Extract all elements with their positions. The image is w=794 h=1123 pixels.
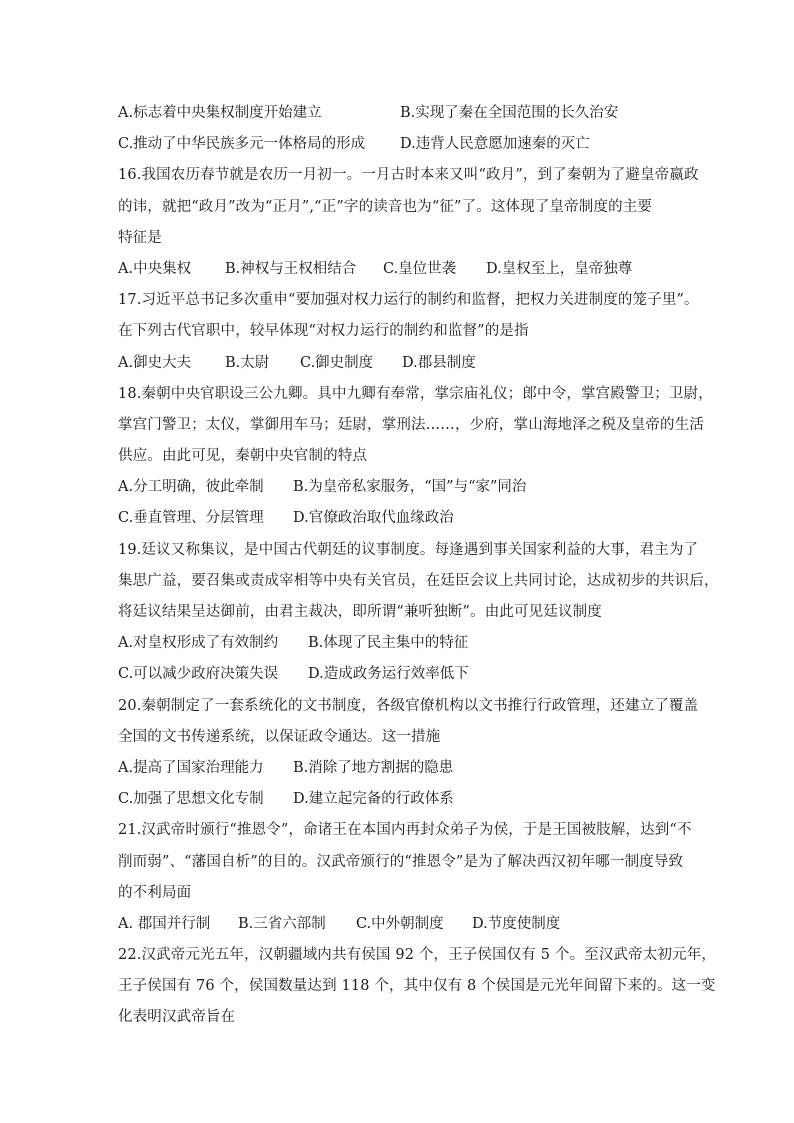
q20-options-row-1 bbox=[118, 753, 678, 784]
q19-option-b[interactable]: B.体现了民主集中的特征 bbox=[308, 635, 469, 652]
q18-options-row-2 bbox=[118, 503, 678, 534]
q16-option-c[interactable]: C.皇位世袭 bbox=[383, 260, 457, 277]
q16-option-b[interactable]: B.神权与王权相结合 bbox=[225, 260, 357, 277]
q22-stem-line: 22.汉武帝元光五年，汉朝疆域内共有侯国 92 个，王子侯国仅有 5 个。至汉武帝太初元年， bbox=[118, 947, 717, 964]
q19-stem-line: 19.廷议又称集议，是中国古代朝廷的议事制度。每逢遇到事关国家利益的大事，君主为了 bbox=[118, 541, 699, 558]
q18-options-row-1 bbox=[118, 472, 678, 503]
q19-option-a[interactable]: A.对皇权形成了有效制约 bbox=[118, 635, 279, 652]
q15-option-d[interactable]: D.违背人民意愿加速秦的灭亡 bbox=[400, 136, 590, 153]
q16-option-a[interactable]: A.中央集权 bbox=[118, 260, 192, 277]
q19-option-c[interactable]: C.可以减少政府决策失误 bbox=[118, 666, 279, 683]
q18-option-d[interactable]: D.官僚政治取代血缘政治 bbox=[293, 510, 454, 527]
q16-stem-line: 特征是 bbox=[118, 229, 162, 246]
q21-option-a[interactable]: A. 郡国并行制 bbox=[118, 915, 211, 932]
q19-options-row-1 bbox=[118, 628, 678, 659]
q19-stem-line: 将廷议结果呈达御前，由君主裁决，即所谓“兼听独断”。由此可见廷议制度 bbox=[118, 604, 602, 620]
q21-option-c[interactable]: C.中外朝制度 bbox=[356, 915, 444, 932]
q16-stem-line: 的讳，就把“政月”改为“正月”,“正”字的读音也为“征”了。这体现了皇帝制度的主要 bbox=[118, 198, 653, 215]
q21-stem-line: 的不利局面 bbox=[118, 884, 192, 901]
q18-option-a[interactable]: A.分工明确，彼此牵制 bbox=[118, 479, 264, 496]
q19-option-d[interactable]: D.造成政务运行效率低下 bbox=[308, 666, 469, 683]
exam-page bbox=[118, 98, 719, 1034]
q19-stem-line: 集思广益，要召集或责成宰相等中央有关官员，在廷臣会议上共同讨论，达成初步的共识后， bbox=[118, 572, 719, 589]
q15-option-c[interactable]: C.推动了中华民族多元一体格局的形成 bbox=[118, 136, 366, 153]
q17-option-d[interactable]: D.郡县制度 bbox=[402, 354, 476, 371]
q21-stem-line: 削而弱”、“藩国自析”的目的。汉武帝颁行的“推恩令”是为了解决西汉初年哪一制度导致 bbox=[118, 853, 684, 870]
q17-option-a[interactable]: A.御史大夫 bbox=[118, 354, 192, 371]
q17-stem-line: 17.习近平总书记多次重申“要加强对权力运行的制约和监督，把权力关进制度的笼子里”。 bbox=[118, 292, 699, 309]
q19-options-row-2 bbox=[118, 659, 678, 690]
q20-stem-line: 20.秦朝制定了一套系统化的文书制度，各级官僚机构以文书推行行政管理，还建立了覆盖 bbox=[118, 697, 699, 714]
q16-options-row bbox=[118, 254, 678, 285]
q20-option-d[interactable]: D.建立起完备的行政体系 bbox=[293, 791, 454, 808]
q18-option-b[interactable]: B.为皇帝私家服务，“国”与“家”同治 bbox=[293, 479, 527, 496]
q17-option-c[interactable]: C.御史制度 bbox=[300, 354, 374, 371]
q17-options-row bbox=[118, 348, 678, 379]
q22-stem-line: 化表明汉武帝旨在 bbox=[118, 1009, 236, 1026]
q20-option-a[interactable]: A.提高了国家治理能力 bbox=[118, 759, 264, 776]
q20-option-b[interactable]: B.消除了地方割据的隐患 bbox=[293, 759, 454, 776]
q16-stem-line: 16.我国农历春节就是农历一月初一。一月古时本来又叫“政月”，到了秦朝为了避皇帝嬴政 bbox=[118, 167, 699, 184]
q20-stem-line: 全国的文书传递系统，以保证政令通达。这一措施 bbox=[118, 728, 441, 745]
q21-options-row bbox=[118, 909, 678, 940]
q21-option-b[interactable]: B.三省六部制 bbox=[238, 915, 326, 932]
q22-stem-line: 王子侯国有 76 个，侯国数量达到 118 个，其中仅有 8 个侯国是元光年间留下来的。这一变 bbox=[118, 978, 716, 995]
q17-stem-line: 在下列古代官职中，较早体现“对权力运行的制约和监督”的是指 bbox=[118, 323, 529, 340]
q18-option-c[interactable]: C.垂直管理、分层管理 bbox=[118, 510, 264, 527]
q21-option-d[interactable]: D.节度使制度 bbox=[472, 915, 561, 932]
q17-option-b[interactable]: B.太尉 bbox=[225, 354, 270, 371]
q20-option-c[interactable]: C.加强了思想文化专制 bbox=[118, 791, 264, 808]
q15-options-row-1 bbox=[118, 98, 678, 129]
q21-stem-line: 21.汉武帝时颁行“推恩令”，命诸王在本国内再封众弟子为侯，于是王国被肢解，达到“不 bbox=[118, 822, 692, 839]
q16-option-d[interactable]: D.皇权至上，皇帝独尊 bbox=[486, 260, 633, 277]
q15-option-a[interactable]: A.标志着中央集权制度开始建立 bbox=[118, 105, 322, 121]
q18-stem-line: 供应。由此可见，秦朝中央官制的特点 bbox=[118, 448, 368, 465]
q18-stem-line: 掌宫门警卫；太仪，掌御用车马；廷尉，掌刑法……，少府，掌山海地泽之税及皇帝的生活 bbox=[118, 416, 704, 433]
q20-options-row-2 bbox=[118, 784, 678, 815]
q15-options-row-2 bbox=[118, 129, 678, 160]
q15-option-b[interactable]: B.实现了秦在全国范围的长久治安 bbox=[400, 105, 619, 121]
q18-stem-line: 18.秦朝中央官职设三公九卿。具中九卿有奉常，掌宗庙礼仪；郎中令，掌宫殿警卫；卫尉， bbox=[118, 385, 713, 402]
